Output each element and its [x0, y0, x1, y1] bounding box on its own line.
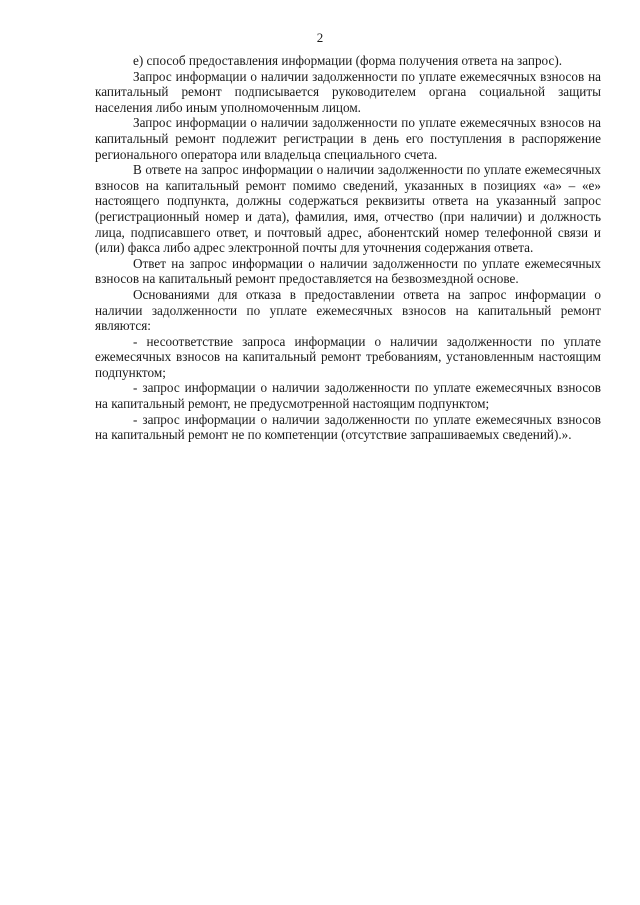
page-number: 2 [316, 30, 324, 45]
paragraph-request-registration: Запрос информации о наличии задолженности по уплате ежемесячных взносов на капитальный ремонт подлежит регистрации в день его поступления в распоряжение регионального оператора или владельца специального счета. [95, 115, 601, 162]
list-item-not-provided: - запрос информации о наличии задолженности по уплате ежемесячных взносов на капитальный ремонт, не предусмотренной настоящим подпунктом; [95, 380, 601, 412]
document-body [95, 53, 601, 443]
paragraph-refusal-grounds: Основаниями для отказа в предоставлении ответа на запрос информации о наличии задолженности по уплате ежемесячных взносов на капитальный ремонт являются: [95, 286, 601, 334]
paragraph-item-e: е) способ предоставления информации (форма получения ответа на запрос). [133, 53, 563, 68]
paragraph-free-of-charge: Ответ на запрос информации о наличии задолженности по уплате ежемесячных взносов на капитальный ремонт предоставляется на безвозмездной основе. [95, 255, 601, 287]
list-item-not-competence: - запрос информации о наличии задолженности по уплате ежемесячных взносов на капитальный ремонт не по компетенции (отсутствие запрашиваемых сведений).». [95, 411, 601, 443]
paragraph-response-requisites: В ответе на запрос информации о наличии задолженности по уплате ежемесячных взносов на капитальный ремонт помимо сведений, указанных в позициях «а» – «е» настоящего подпункта, должны содержаться реквизиты ответа на указанный запрос (регистрационный номер и дата), фамилия, имя, отчество (при наличии) и должность лица, подписавшего ответ, и почтовый адрес, абонентский номер телефонной связи и (или) факса либо адрес электронной почты для уточнения содержания ответа. [95, 162, 601, 256]
list-item-nonconformity: - несоответствие запроса информации о наличии задолженности по уплате ежемесячных взносов на капитальный ремонт требованиям, установленным настоящим подпунктом; [95, 333, 601, 380]
paragraph-request-signing: Запрос информации о наличии задолженности по уплате ежемесячных взносов на капитальный ремонт подписывается руководителем органа социальной защиты населения либо иным уполномоченным лицом. [95, 68, 601, 115]
